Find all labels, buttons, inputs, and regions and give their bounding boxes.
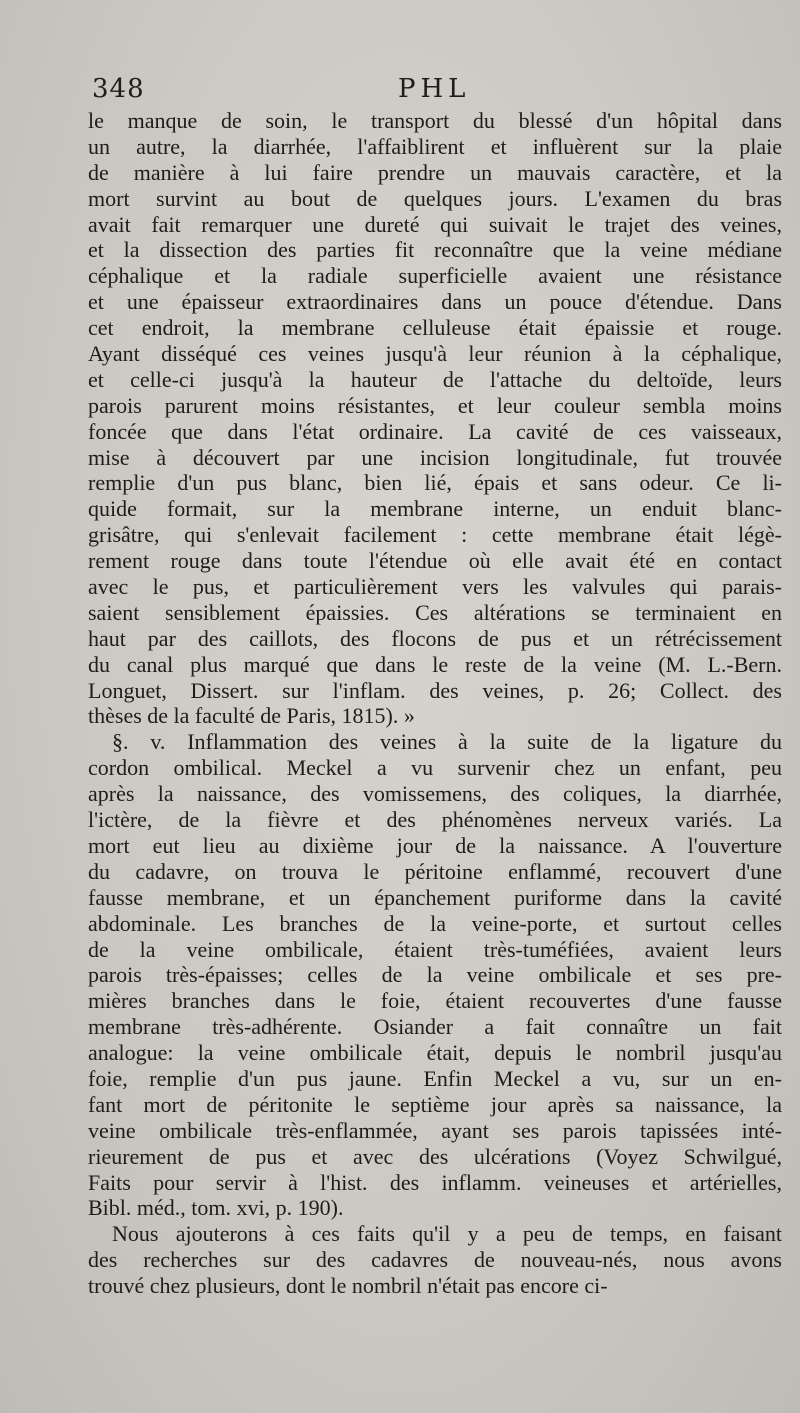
text-line: avait fait remarquer une dureté qui suivait le trajet des veines, <box>88 211 782 237</box>
text-line: céphalique et la radiale superficielle avaient une résistance <box>88 263 782 289</box>
text-line: analogue: la veine ombilicale était, depuis le nombril jusqu'au <box>88 1040 782 1066</box>
text-line: haut par des caillots, des flocons de pus et un rétrécissement <box>88 625 782 651</box>
text-line: et celle-ci jusqu'à la hauteur de l'attache du deltoïde, leurs <box>88 366 782 392</box>
text-line: parois parurent moins résistantes, et leur couleur sembla moins <box>88 392 782 418</box>
text-line: parois très-épaisses; celles de la veine ombilicale et ses pre- <box>88 962 782 988</box>
text-line: et la dissection des parties fit reconnaître que la veine médiane <box>88 237 782 263</box>
text-line: mise à découvert par une incision longitudinale, fut trouvée <box>88 444 782 470</box>
page-number: 348 <box>92 74 145 104</box>
paragraph <box>88 729 782 1221</box>
text-line: Longuet, Dissert. sur l'inflam. des veines, p. 26; Collect. des <box>88 677 782 703</box>
text-line: après la naissance, des vomissemens, des coliques, la diarrhée, <box>88 781 782 807</box>
text-line: Faits pour servir à l'hist. des inflamm. veineuses et artérielles, <box>88 1169 782 1195</box>
text-line: de manière à lui faire prendre un mauvais caractère, et la <box>88 159 782 185</box>
text-line: saient sensiblement épaissies. Ces altérations se terminaient en <box>88 599 782 625</box>
text-line: remplie d'un pus blanc, bien lié, épais et sans odeur. Ce li- <box>88 470 782 496</box>
body-text <box>88 108 782 1299</box>
text-line: fant mort de péritonite le septième jour après sa naissance, la <box>88 1091 782 1117</box>
text-line: foncée que dans l'état ordinaire. La cavité de ces vaisseaux, <box>88 418 782 444</box>
text-line: le manque de soin, le transport du blessé d'un hôpital dans <box>88 108 782 133</box>
text-line: grisâtre, qui s'enlevait facilement : cette membrane était légè- <box>88 522 782 548</box>
text-line: cet endroit, la membrane celluleuse était épaissie et rouge. <box>88 315 782 341</box>
text-line: Nous ajouterons à ces faits qu'il y a peu de temps, en faisant <box>112 1221 782 1247</box>
text-line: membrane très-adhérente. Osiander a fait connaître un fait <box>88 1014 782 1040</box>
text-line: veine ombilicale très-enflammée, ayant ses parois tapissées inté- <box>88 1117 782 1143</box>
text-line: thèses de la faculté de Paris, 1815). » <box>88 703 415 729</box>
text-line: mort eut lieu au dixième jour de la naissance. A l'ouverture <box>88 832 782 858</box>
text-line: avec le pus, et particulièrement vers les valvules qui parais- <box>88 574 782 600</box>
text-line: de la veine ombilicale, étaient très-tuméfiées, avaient leurs <box>88 936 782 962</box>
text-line: abdominale. Les branches de la veine-porte, et surtout celles <box>88 910 782 936</box>
text-line: l'ictère, de la fièvre et des phénomènes nerveux variés. La <box>88 807 782 833</box>
text-line: Ayant disséqué ces veines jusqu'à leur réunion à la céphalique, <box>88 341 782 367</box>
text-line: des recherches sur des cadavres de nouveau-nés, nous avons <box>88 1247 782 1273</box>
paragraph <box>88 108 782 729</box>
text-line: Bibl. méd., tom. xvi, p. 190). <box>88 1195 344 1221</box>
text-line: quide formait, sur la membrane interne, un enduit blanc- <box>88 496 782 522</box>
text-line: trouvé chez plusieurs, dont le nombril n'était pas encore ci- <box>88 1273 608 1299</box>
page-header <box>92 74 782 108</box>
text-line: rieurement de pus et avec des ulcérations (Voyez Schwilgué, <box>88 1143 782 1169</box>
text-line: rement rouge dans toute l'étendue où elle avait été en contact <box>88 548 782 574</box>
text-line: un autre, la diarrhée, l'affaiblirent et influèrent sur la plaie <box>88 133 782 159</box>
text-line: mières branches dans le foie, étaient recouvertes d'une fausse <box>88 988 782 1014</box>
text-line: foie, remplie d'un pus jaune. Enfin Meckel a vu, sur un en- <box>88 1065 782 1091</box>
text-line: §. v. Inflammation des veines à la suite de la ligature du <box>112 729 782 755</box>
text-line: mort survint au bout de quelques jours. L'examen du bras <box>88 185 782 211</box>
running-head: PHL <box>398 74 471 104</box>
text-line: du cadavre, on trouva le péritoine enflammé, recouvert d'une <box>88 858 782 884</box>
text-line: cordon ombilical. Meckel a vu survenir chez un enfant, peu <box>88 755 782 781</box>
text-line: fausse membrane, et un épanchement puriforme dans la cavité <box>88 884 782 910</box>
text-line: du canal plus marqué que dans le reste de la veine (M. L.-Bern. <box>88 651 782 677</box>
text-line: et une épaisseur extraordinaires dans un pouce d'étendue. Dans <box>88 289 782 315</box>
paragraph <box>88 1221 782 1299</box>
